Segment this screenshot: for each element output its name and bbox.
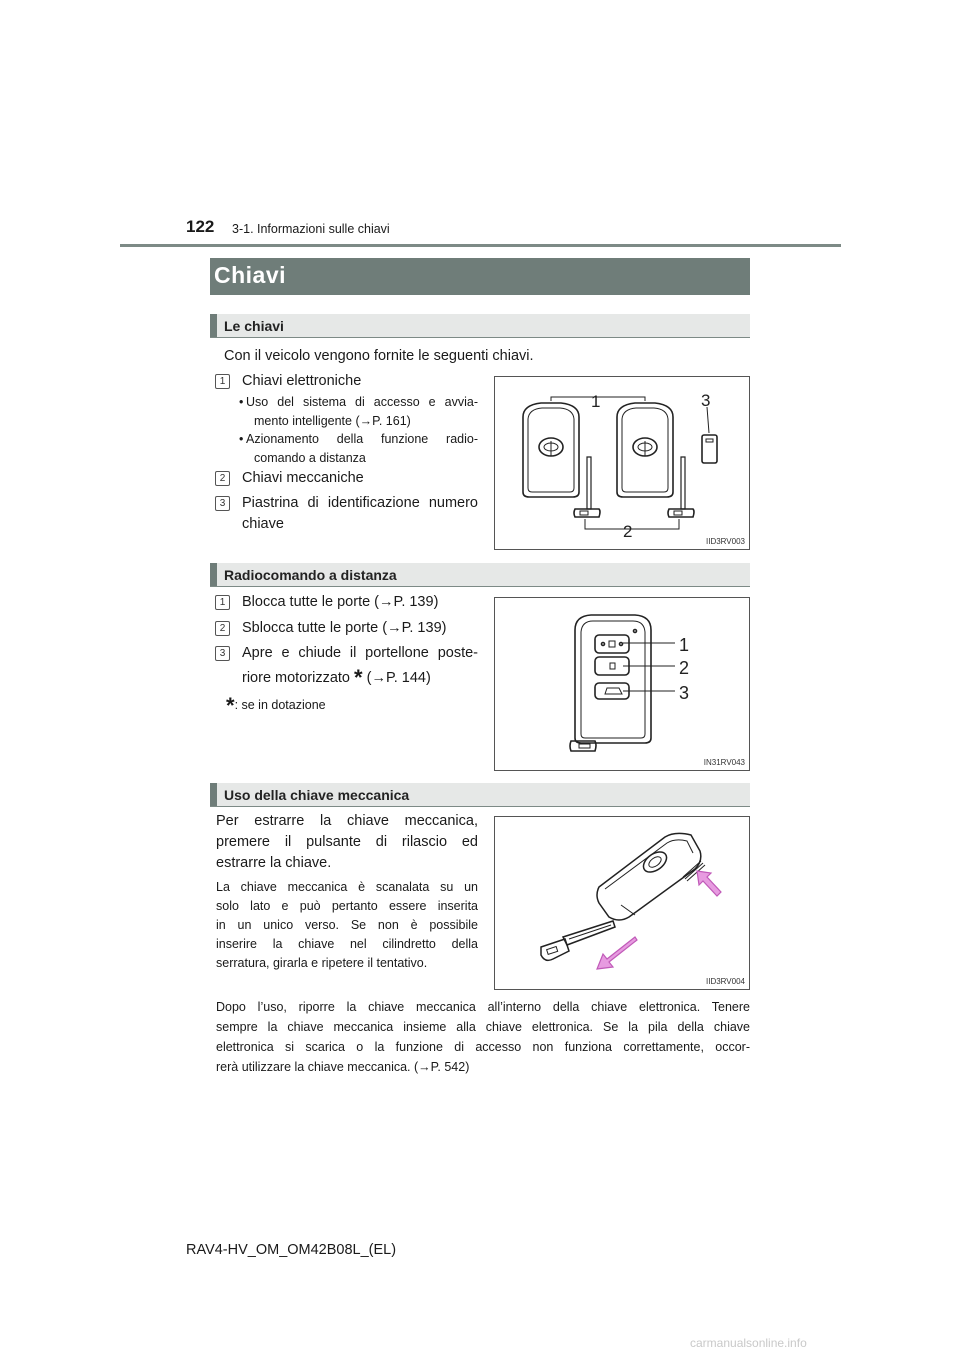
- footnote: [226, 689, 326, 718]
- page-number: 122: [186, 217, 215, 236]
- footnote-text: : se in dotazione: [234, 698, 326, 712]
- section-accent: [210, 783, 217, 806]
- section-title-remote: Radiocomando a distanza: [224, 567, 397, 583]
- figure-code: IN31RV043: [703, 758, 745, 767]
- text-line: elettronica si scarica o la funzione di accesso non funziona correttamente, occor-: [216, 1040, 750, 1054]
- mechanical-note-2: [216, 997, 750, 1077]
- item-text: Apre e chiude il portellone poste-: [242, 645, 478, 661]
- figure-code: IID3RV003: [706, 537, 745, 546]
- item-text: chiave: [242, 516, 284, 532]
- text-line: La chiave meccanica è scanalata su un: [216, 880, 478, 894]
- mechanical-note: [216, 878, 478, 973]
- watermark: carmanualsonline.info: [690, 1336, 807, 1350]
- section-accent: [210, 563, 217, 586]
- item-text: [242, 664, 478, 689]
- item-number-badge: 1: [215, 595, 230, 610]
- text-line: estrarre la chiave.: [216, 855, 332, 871]
- keys-item-electronic: Chiavi elettroniche: [242, 373, 362, 389]
- item-number-badge: 2: [215, 471, 230, 486]
- callout-2: 2: [623, 522, 633, 541]
- asterisk-mark: *: [354, 665, 363, 690]
- remote-illustration: [495, 598, 749, 770]
- callout-2: 2: [679, 658, 690, 678]
- bullet-text: comando a distanza: [254, 450, 366, 465]
- text-line: rerà utilizzare la chiave meccanica. (→P. 542): [216, 1060, 470, 1074]
- section-header-mechanical: [210, 783, 750, 807]
- bullet-dot: •: [239, 395, 244, 409]
- remote-item-tailgate: [242, 643, 478, 689]
- figure-code: IID3RV004: [706, 977, 745, 986]
- callout-3: 3: [679, 683, 690, 703]
- document-code: RAV4-HV_OM_OM42B08L_(EL): [186, 1242, 397, 1258]
- section-header-keys: [210, 314, 750, 338]
- text-line: serratura, girarla e ripetere il tentativo.: [216, 956, 428, 970]
- text-line: premere il pulsante di rilascio ed: [216, 834, 478, 850]
- item-number-badge: 3: [215, 496, 230, 511]
- callout-1: 1: [591, 392, 601, 411]
- bullet-text: mento intelligente (→P. 161): [254, 413, 411, 428]
- footnote-asterisk: *: [226, 693, 235, 718]
- item-number-badge: 2: [215, 621, 230, 636]
- text-line: Dopo l’uso, riporre la chiave meccanica all’interno della chiave elettronica. Tenere: [216, 1000, 750, 1014]
- text-line: Per estrarre la chiave meccanica,: [216, 813, 478, 829]
- text-line: sempre la chiave meccanica insieme alla chiave elettronica. Se la pila della chiave: [216, 1020, 750, 1034]
- mechanical-key-illustration: [495, 817, 749, 989]
- chapter-title-bar: [210, 258, 750, 295]
- item-number-badge: 3: [215, 646, 230, 661]
- keys-figure: [494, 376, 750, 550]
- keys-item-mechanical: Chiavi meccaniche: [242, 470, 364, 486]
- text-line: solo lato e può pertanto essere inserita: [216, 899, 478, 913]
- section-header-remote: [210, 563, 750, 587]
- bullet-text: Uso del sistema di accesso e avvia-: [246, 395, 478, 409]
- keys-illustration: [495, 377, 749, 549]
- section-title-keys: Le chiavi: [224, 318, 284, 334]
- item-text-part: riore motorizzato: [242, 670, 350, 686]
- section-title-mechanical: Uso della chiave meccanica: [224, 787, 410, 803]
- item-number-badge: 1: [215, 374, 230, 389]
- header-divider: [120, 244, 841, 247]
- item-text-part: (→P. 144): [366, 670, 431, 686]
- keys-bullet-1: [239, 393, 478, 430]
- bullet-dot: •: [239, 432, 244, 446]
- callout-3: 3: [701, 391, 711, 410]
- callout-1: 1: [679, 635, 690, 655]
- remote-figure: [494, 597, 750, 771]
- chapter-title: Chiavi: [214, 262, 287, 288]
- section-accent: [210, 314, 217, 337]
- text-line: in un unico verso. Se non è possibile: [216, 918, 478, 932]
- section-breadcrumb: 3-1. Informazioni sulle chiavi: [232, 222, 390, 236]
- mechanical-key-figure: [494, 816, 750, 990]
- mechanical-instruction: [216, 811, 478, 874]
- text-line: inserire la chiave nel cilindretto della: [216, 937, 478, 951]
- keys-bullet-2: [239, 430, 478, 467]
- remote-item-lock: Blocca tutte le porte (→P. 139): [242, 594, 439, 610]
- bullet-text: Azionamento della funzione radio-: [246, 432, 478, 446]
- item-text: Piastrina di identificazione numero: [242, 495, 478, 511]
- remote-item-unlock: Sblocca tutte le porte (→P. 139): [242, 620, 447, 636]
- keys-item-plate: [242, 493, 478, 535]
- keys-intro: Con il veicolo vengono fornite le seguenti chiavi.: [224, 348, 534, 364]
